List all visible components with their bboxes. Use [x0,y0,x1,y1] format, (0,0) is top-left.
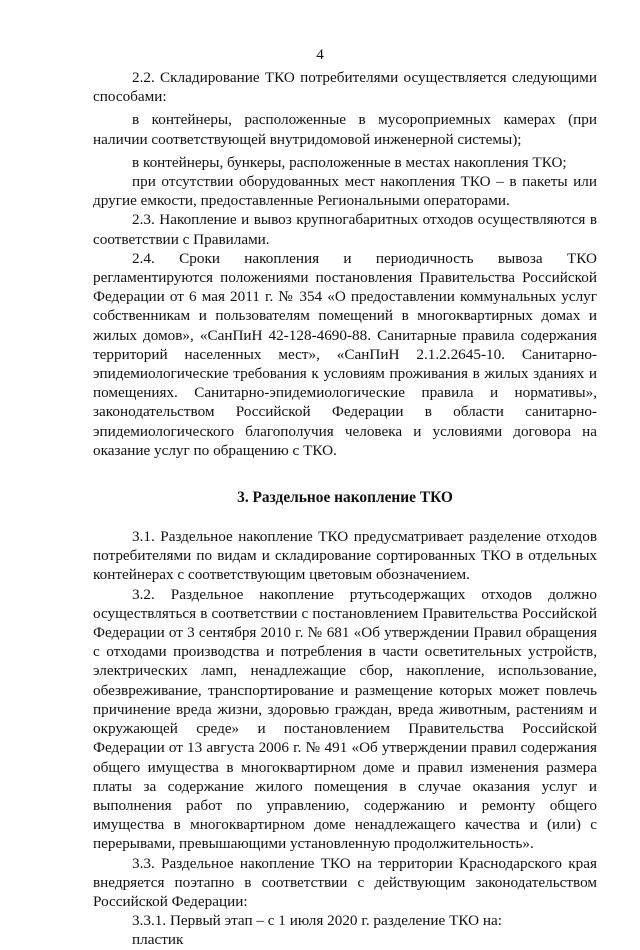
paragraph-2-3: 2.3. Накопление и вывоз крупногабаритных отходов осуществляются в соответствии с Правилами. [93,211,597,248]
paragraph-3-1: 3.1. Раздельное накопление ТКО предусматривает разделение отходов потребителями по видам и складирование сортированных ТКО в отдельных контейнерах с соответствующим цветовым обозначением. [93,528,597,584]
paragraph-2-4: 2.4. Сроки накопления и периодичность вывоза ТКО регламентируются положениями постановления Правительства Российской Федерации от 6 мая 2011 г. № 354 «О предоставлении коммунальных услуг собственникам и пользователям помещений в многоквартирных домах и жилых домов», «СанПиН 42-128-4690-88. Санитарные правила содержания территорий населенных мест», «СанПиН 2.1.2.2645-10. Санитарно-эпидемиологические требования к условиям проживания в жилых зданиях и помещениях. Санитарно-эпидемиологические правила и нормативы», законодательством Российской Федерации в области санитарно-эпидемиологического благополучия человека и условиями договора на оказание услуг по обращению с ТКО. [93,249,597,459]
paragraph-list-item: при отсутствии оборудованных мест накопления ТКО – в пакеты или другие емкости, предоставленные Региональными операторами. [93,173,597,210]
paragraph-3-3: 3.3. Раздельное накопление ТКО на территории Краснодарского края внедряется поэтапно в соответствии с действующим законодательством Российской Федерации: [93,854,597,910]
section-heading: 3. Раздельное накопление ТКО [237,489,453,507]
page-number: 4 [316,46,324,63]
paragraph-2-2: 2.2. Складирование ТКО потребителями осуществляется следующими способами: [93,69,597,106]
paragraph-3-2: 3.2. Раздельное накопление ртутьсодержащих отходов должно осуществляться в соответствии с постановлением Правительства Российской Федерации от 3 сентября 2010 г. № 681 «Об утверждении Правил обращения с отходами производства и потребления в части осветительных устройств, электрических ламп, ненадлежащие сбор, накопление, использование, обезвреживание, транспортирование и размещение которых может повлечь причинение вреда жизни, здоровью граждан, вреда животным, растениям и окружающей среде» и постановлением Правительства Российской Федерации от 13 августа 2006 г. № 491 «Об утверждении правил содержания общего имущества в многоквартирном доме и правил изменения размера платы за содержание жилого помещения в случае оказания услуг и выполнения работ по управлению, содержанию и ремонту общего имущества в многоквартирном доме ненадлежащего качества и (или) с перерывами, превышающими установленную продолжительность». [93,585,597,853]
paragraph-list-item: в контейнеры, бункеры, расположенные в местах накопления ТКО; [132,153,567,171]
paragraph-list-item: пластик [132,931,184,949]
paragraph-list-item: в контейнеры, расположенные в мусороприемных камерах (при наличии соответствующей внутридомовой инженерной системы); [93,111,597,148]
paragraph-3-3-1: 3.3.1. Первый этап – с 1 июля 2020 г. разделение ТКО на: [132,912,502,930]
document-body [93,68,597,950]
